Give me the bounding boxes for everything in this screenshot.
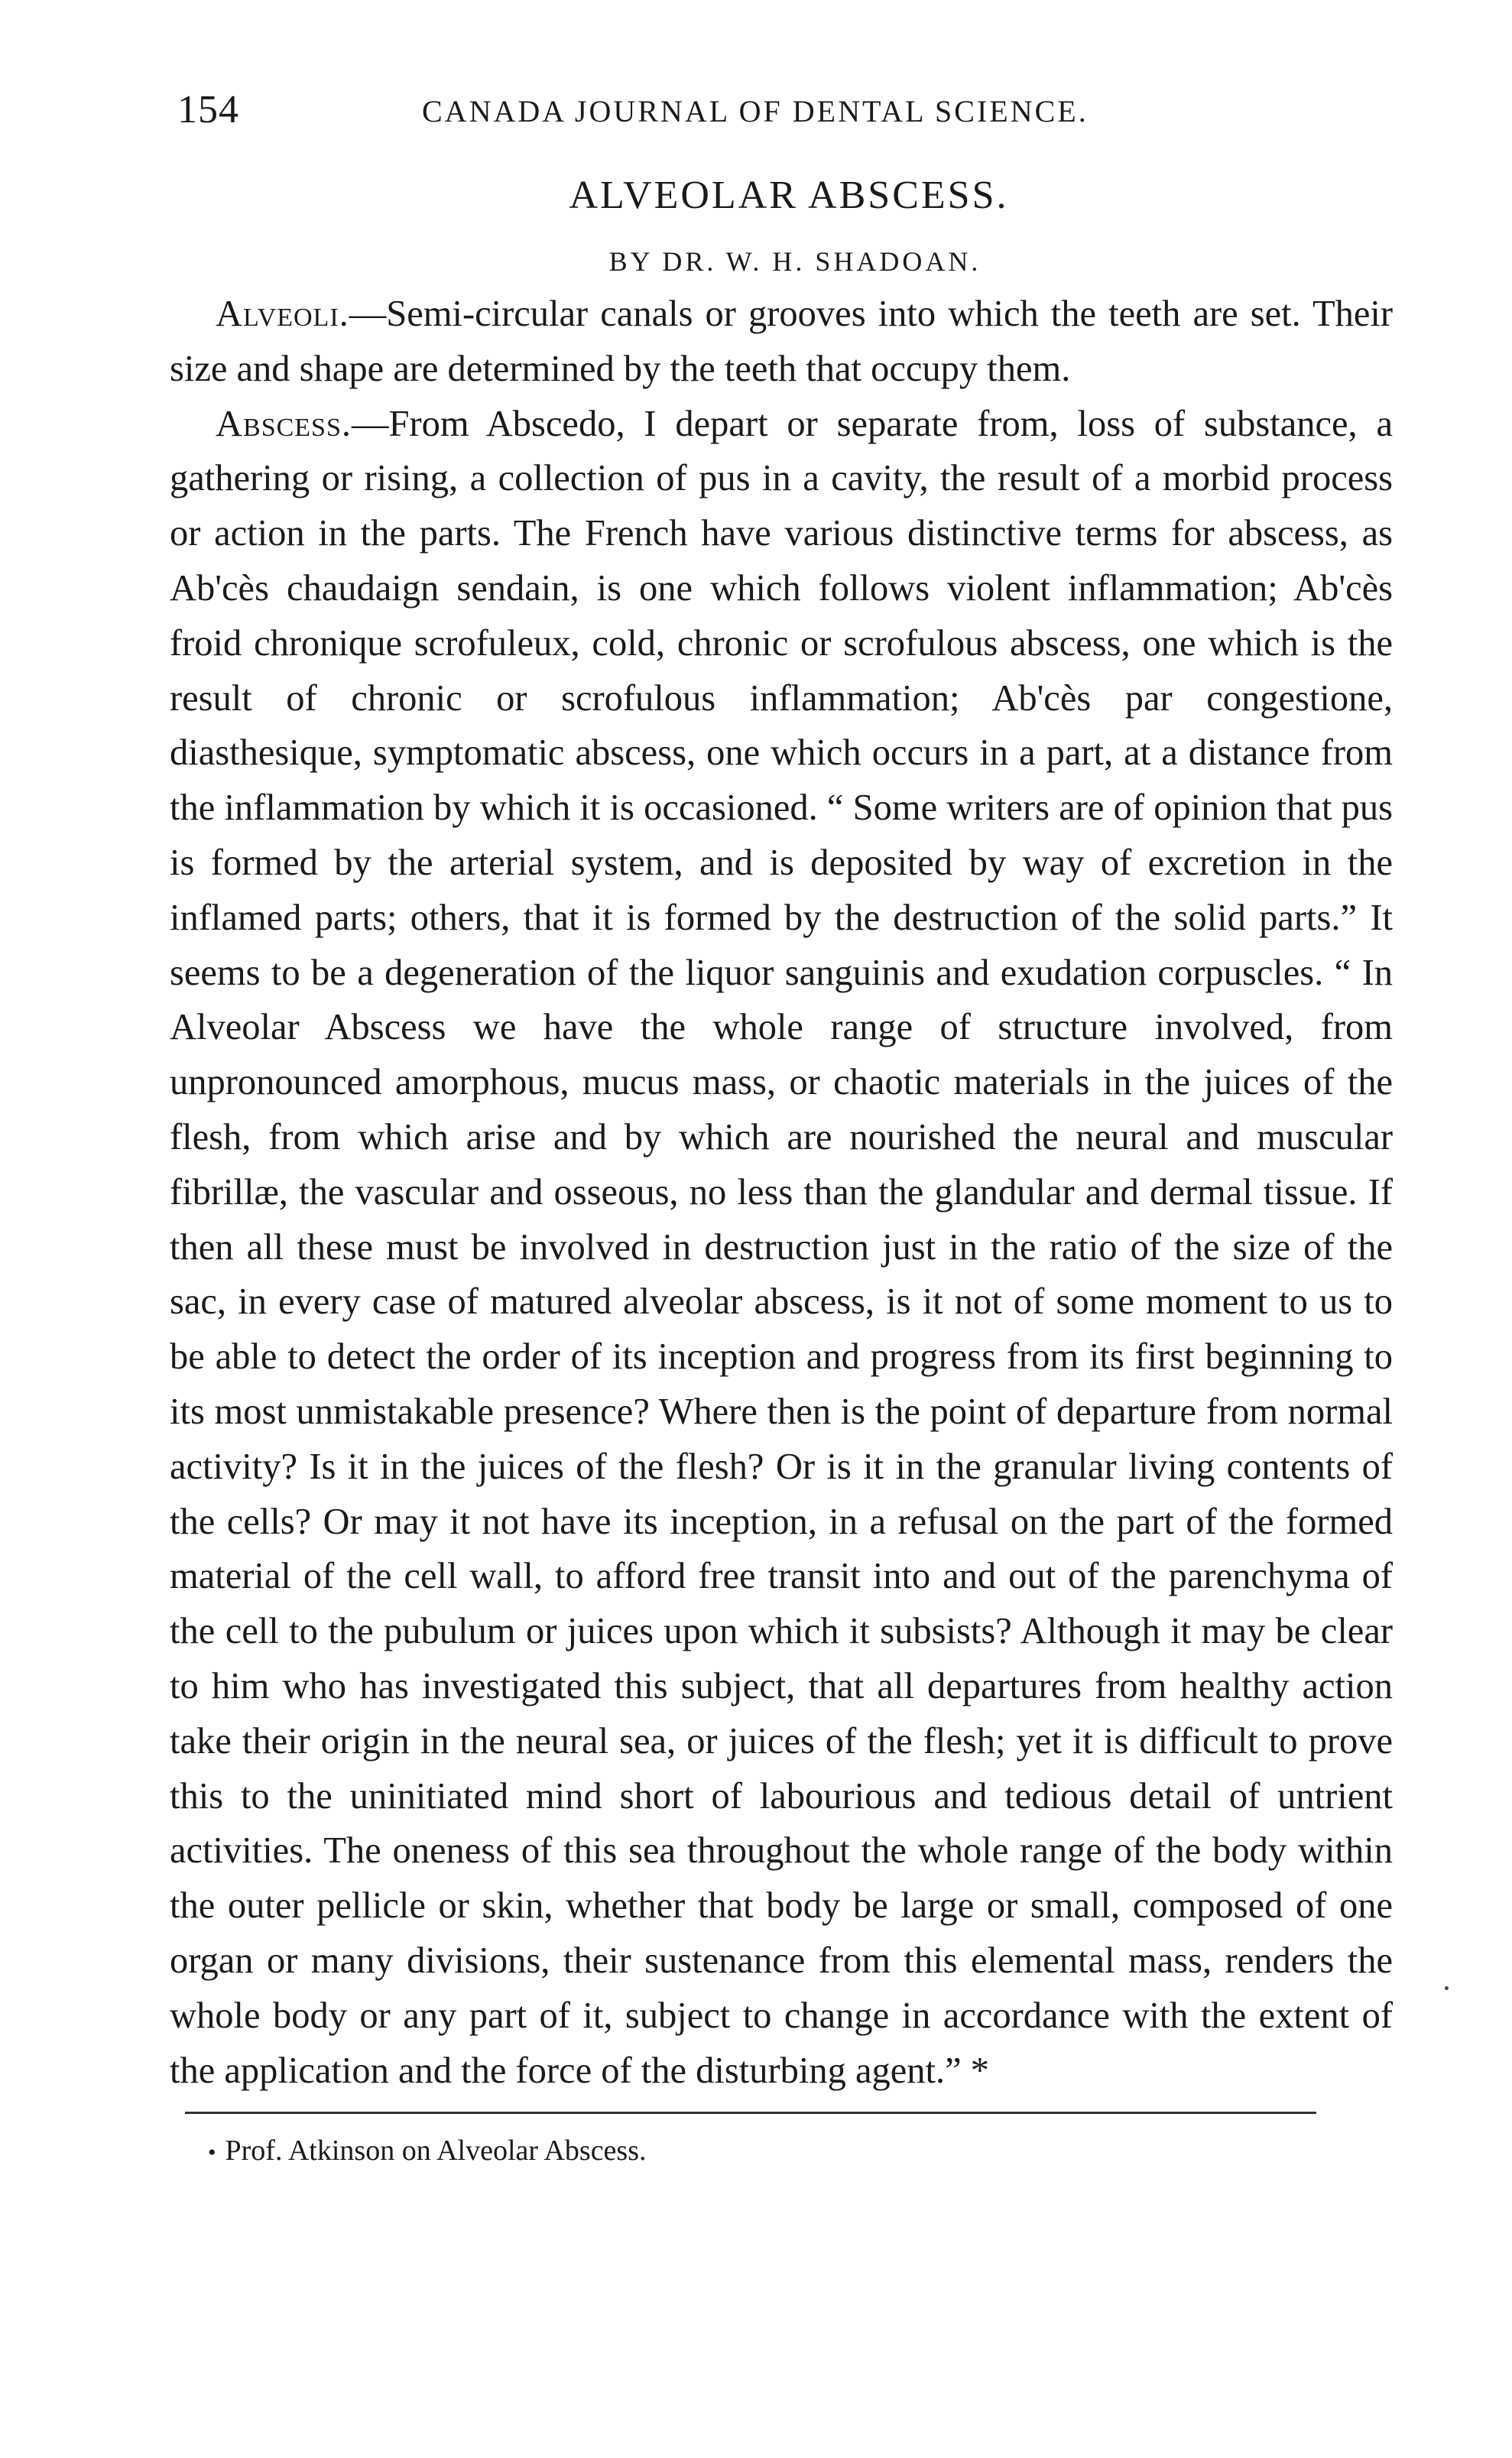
footnote-mark: •: [208, 2140, 216, 2166]
article-title: ALVEOLAR ABSCESS.: [569, 174, 1009, 217]
byline: BY DR. W. H. SHADOAN.: [608, 246, 982, 277]
footnote-rule: [185, 2112, 1316, 2114]
journal-title: CANADA JOURNAL OF DENTAL SCIENCE.: [422, 94, 1089, 128]
abscess-definition: —From Abscedo, I depart or separate from, loss of substance, a gathering or rising, a collection of pus in a cavity, the result of a morbid process or action in the parts. The French have various distinctive terms for abscess, as Ab'cès chaudaign sendain, is one which follows violent inflammation; Ab'cès froid chronique scrofuleux, cold, chronic or scrofulous abscess, one which is the result of chronic or scrofulous inflammation; Ab'cès par congestione, diasthesique, symptomatic abscess, one which occurs in a part, at a distance from the inflammation by which it is occasioned. “ Some writers are of opinion that pus is formed by the arterial system, and is deposited by way of excretion in the inflamed parts; others, that it is formed by the destruction of the solid parts.” It seems to be a degeneration of the liquor sanguinis and exudation corpuscles. “ In Alveolar Abscess we have the whole range of structure involved, from unpronounced amorphous, mucus mass, or chaotic materials in the juices of the flesh, from which arise and by which are nourished the neural and muscular fibrillæ, the vascular and osseous, no less than the glandular and dermal tissue. If then all these must be involved in destruction just in the ratio of the size of the sac, in every case of matured alveolar abscess, is it not of some moment to us to be able to detect the order of its inception and progress from its first beginning to its most unmistakable presence? Where then is the point of departure from normal activity? Is it in the juices of the flesh? Or is it in the granular living contents of the cells? Or may it not have its inception, in a refusal on the part of the formed material of the cell wall, to afford free transit into and out of the parenchyma of the cell to the pubulum or juices upon which it subsists? Although it may be clear to him who has investigated this subject, that all departures from healthy action take their origin in the neural sea, or juices of the flesh; yet it is difficult to prove this to the uninitiated mind short of labourious and tedious detail of untrient activities. The oneness of this sea throughout the whole range of the body within the outer pellicle or skin, whether that body be large or small, composed of one organ or many divisions, their sustenance from this elemental mass, renders the whole body or any part of it, subject to change in accordance with the extent of the application and the force of the disturbing agent.” *: [170, 403, 1393, 2091]
page: [170, 83, 1393, 2172]
term-abscess: Abscess.: [216, 403, 352, 444]
footnote-separator: [170, 2098, 1393, 2132]
footnote: [208, 2132, 1393, 2172]
footnote-text: Prof. Atkinson on Alveolar Abscess.: [225, 2135, 647, 2167]
paragraph-alveoli: [170, 287, 1393, 397]
page-number: 154: [177, 88, 239, 132]
paragraph-abscess: [170, 397, 1393, 2099]
margin-dot: [1445, 1986, 1449, 1990]
term-alveoli: Alveoli.: [216, 294, 349, 334]
running-head: [170, 83, 1393, 144]
alveoli-definition: —Semi-circular canals or grooves into which the teeth are set. Their size and shape are determined by the teeth that occupy them.: [170, 294, 1393, 389]
